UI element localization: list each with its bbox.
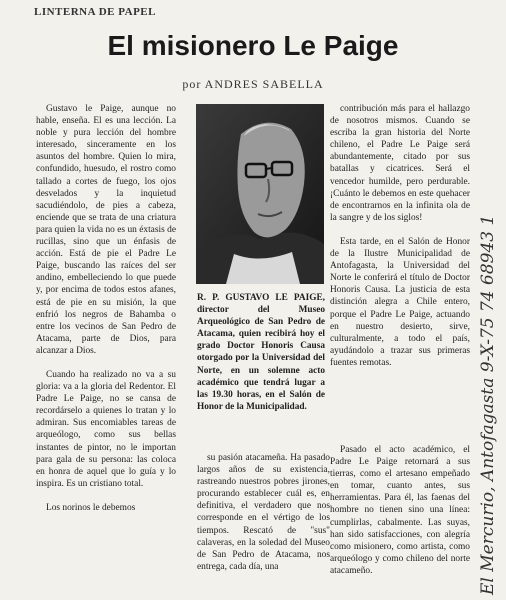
- paragraph: Los norinos le debemos: [46, 502, 136, 513]
- paragraph: contribución más para el hallazgo de nosotros mismos. Cuando se escriba la gran historia del Norte chileno, el Padre Le Paige será abundantemente, citado por sus batallas y cicatrices. Será el vencedor humilde, pero perdurable. ¡Cuánto le debemos en este quehacer de encontrarnos en la infinita ola de la sangre y de los siglos!: [330, 104, 470, 223]
- paragraph: su pasión atacameña. Ha pasado largos años de su existencia, rastreando nuestros pobres jirones, procurando establecer cuál es, en definitiva, el verdadero que nos corresponde en el vértigo de los tiempos. Rescató de "sus" calaveras, en la soledad del Museo de San Pedro de Atacama, nos entrega, cada día, una: [197, 453, 330, 572]
- article-column-2: [197, 452, 330, 573]
- handwritten-note: El Mercurio, Antofagasta 9-X-75 74 68943 1: [478, 214, 498, 595]
- photo-caption: R. P. GUSTAVO LE PAIGE, director del Museo Arqueológico de San Pedro de Atacama, quien recibirá hoy el grado Doctor Honoris Causa otorgado por la Universidad del Norte, en un solemne acto académico que tendrá lugar a las 19.30 horas, en el Salón de Honor de la Municipalidad.: [197, 293, 325, 412]
- paragraph: Esta tarde, en el Salón de Honor de la Ilustre Municipalidad de Antofagasta, la Universidad del Norte le conferirá el título de Doctor Honoris Causa. La justicia de esta distinción alegra a Chile entero, porque el Padre Le Paige, actuando en nuestro desierto, sirve, culturalmente, a todo el país, ayudándolo a trazar sus primeras fuentes remotas.: [330, 236, 470, 368]
- article-column-3-continued: [330, 444, 470, 577]
- paragraph: Gustavo le Paige, aunque no hable, enseña. El es una lección. La noble y pura lección del hombre interesado, sinceramente en los asuntos del hombre. Quien lo mira, confundido, huesudo, el rostro como tallado a cortes de fuego, los ojos desvelados y la inquietud sacudiéndolo, de pies a cabeza, enciende que se trata de una criatura para quien la vida no es un éxtasis de rucillas, sino que un énfasis de acción. Está de pie el Padre Le Paige, buscando las raíces del ser andino, embelleciendo lo que puede y, por encima de todos estos afanes, está de pie en su misión, la que enfrió los negros de Bahamba o entre los vecinos de San Pedro de Atacama, parte de Dios, para alcanzar a Dios.: [36, 104, 176, 356]
- headline: El misionero Le Paige: [107, 30, 399, 61]
- article-column-3: [330, 103, 470, 369]
- article-column-1: [36, 103, 176, 514]
- byline: por ANDRES SABELLA: [182, 77, 324, 91]
- paragraph: Pasado el acto académico, el Padre Le Paige retornará a sus tierras, como el artesano empeñado en tomar, cuanto antes, sus herramientas. Para él, las faenas del hombre no tienen sino una línea: cumplirlas, cabalmente. Las suyas, han sido satisfacciones, con alegría como misionero, como artista, como arqueólogo y como chileno del norte atacameño.: [330, 445, 470, 576]
- paragraph: Cuando ha realizado no va a su gloria: va a la gloria del Redentor. El Padre Le Paige, no se cansa de recordárselo a quienes lo tratan y lo admiran. Sus encomiables tareas de arqueólogo, como sus bellas instantes de pintor, no le importan para gala de su persona: las coloca en honra de aquel que lo guía y lo inspira. Es un cristiano total.: [36, 369, 176, 489]
- portrait-illustration: [196, 104, 324, 284]
- portrait-photo: [196, 104, 324, 284]
- section-label: LINTERNA DE PAPEL: [34, 6, 156, 18]
